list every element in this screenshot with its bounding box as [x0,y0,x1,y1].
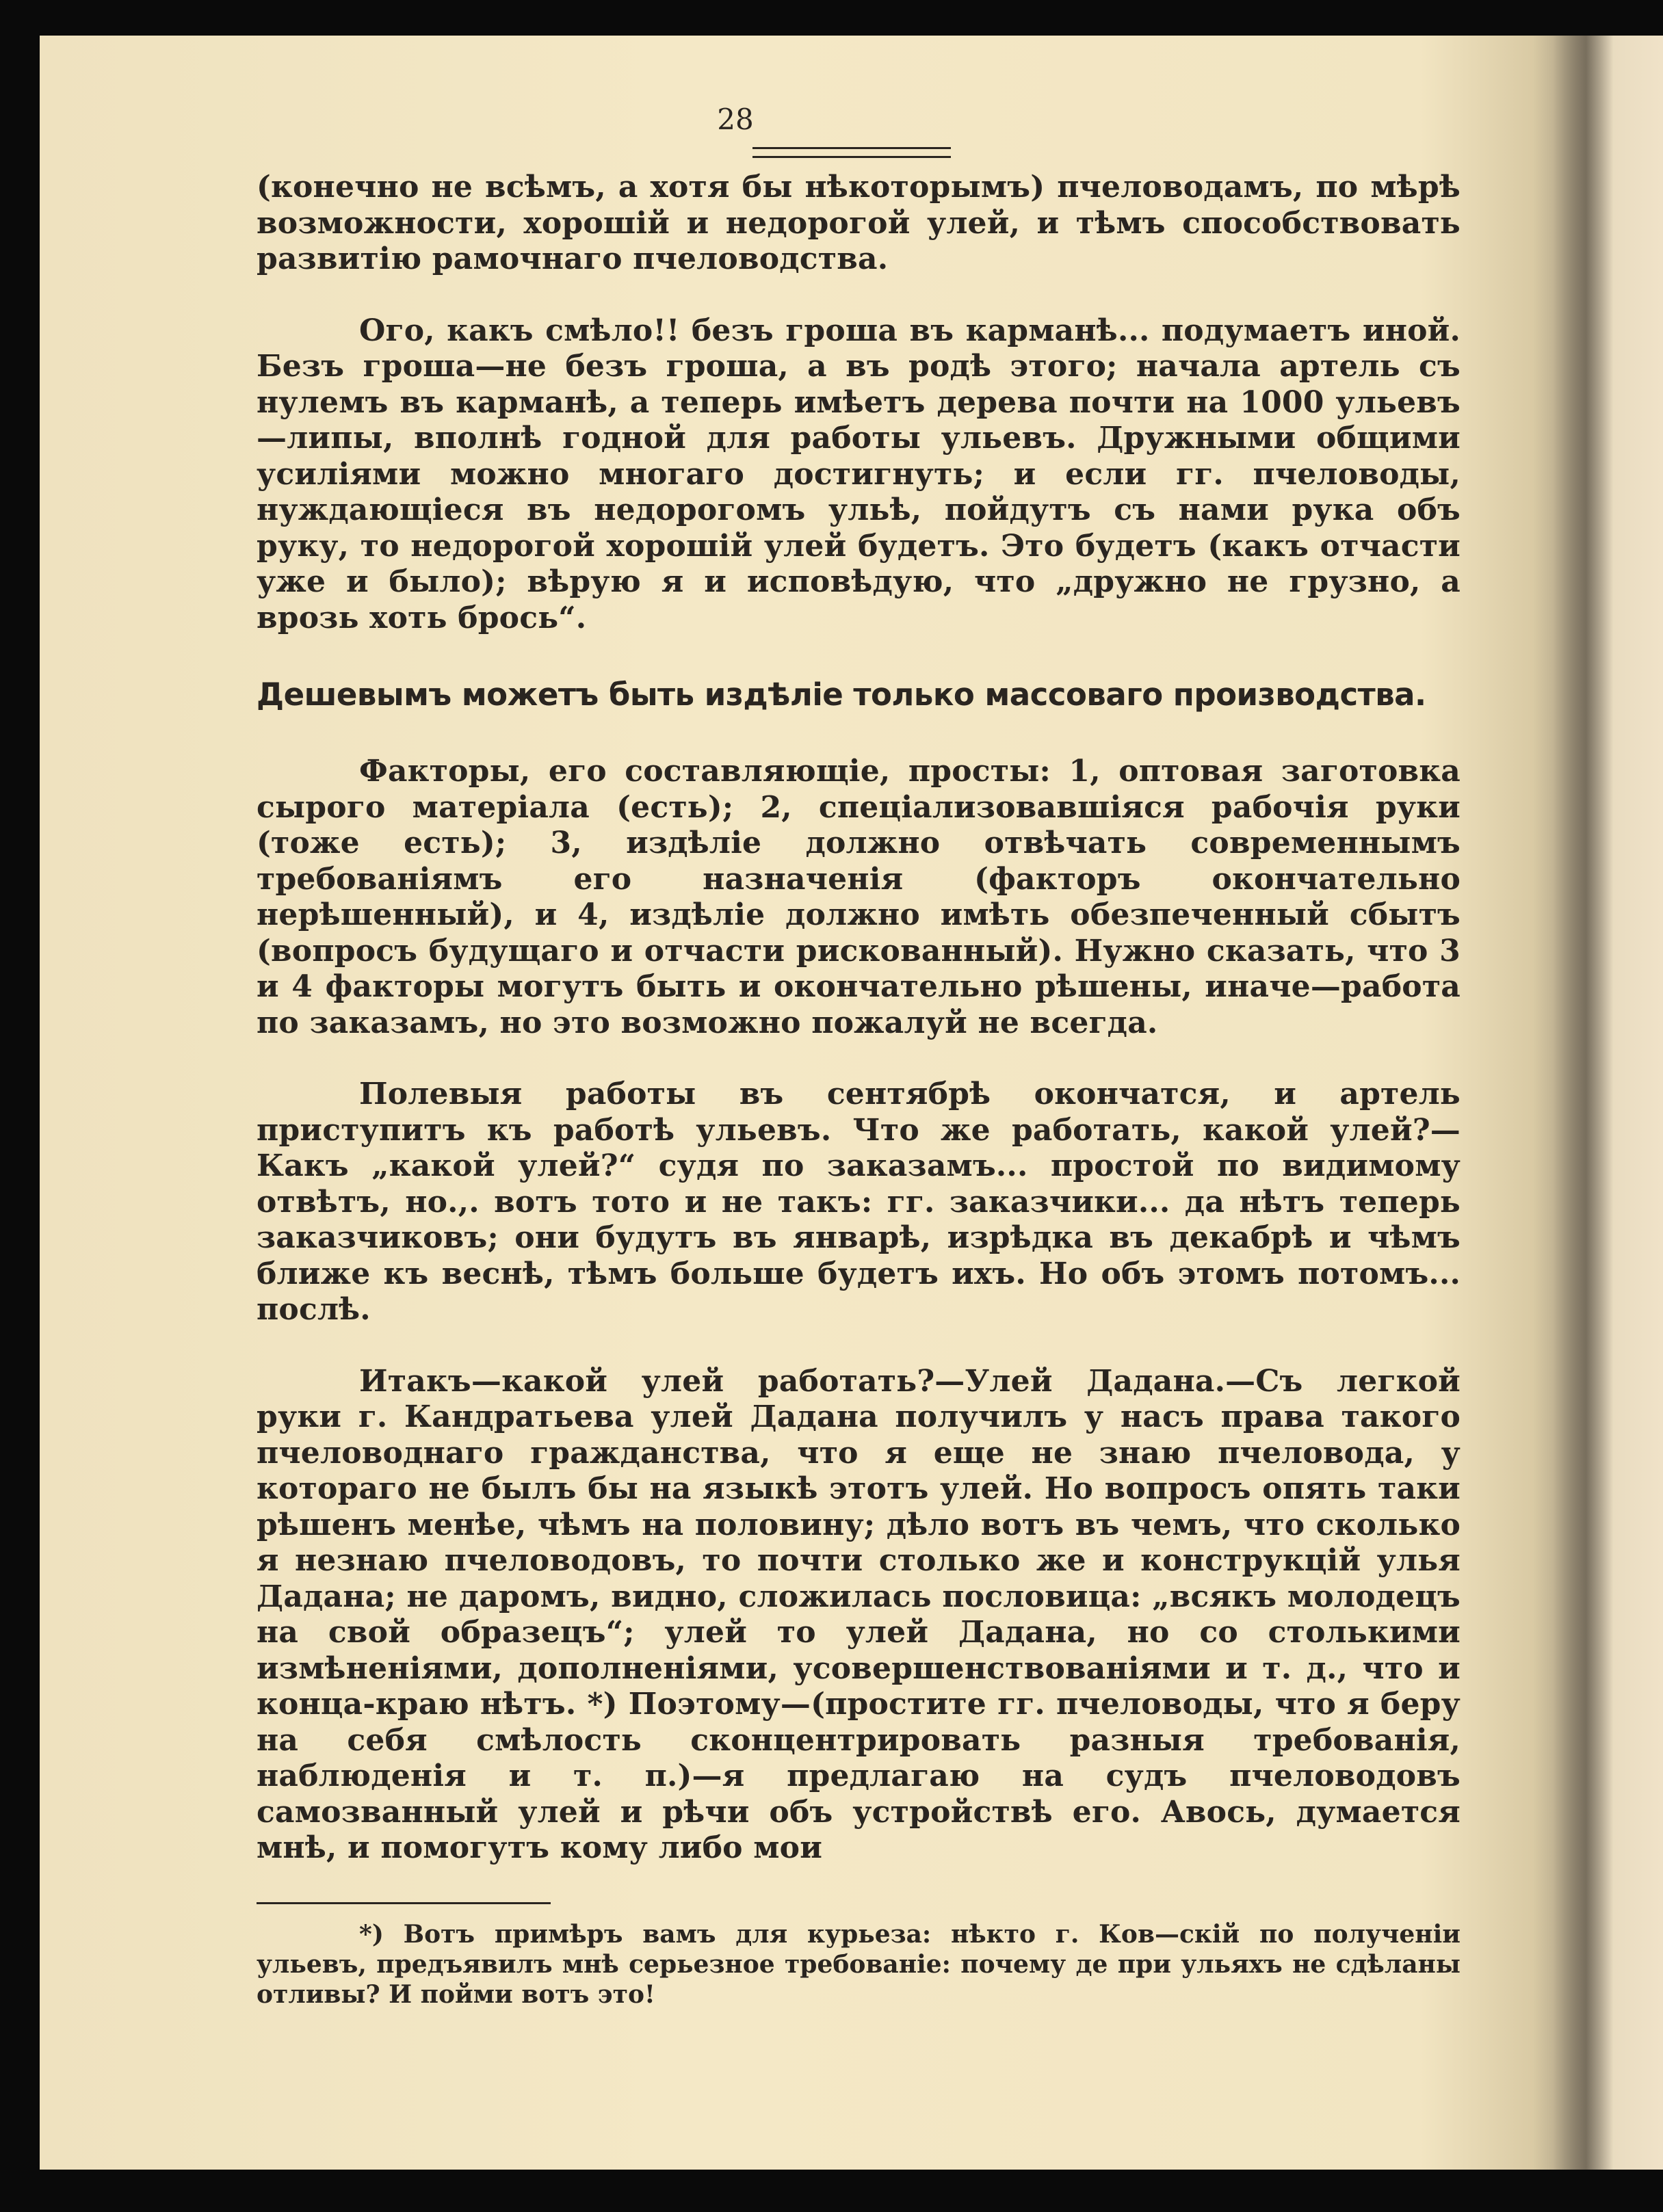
paragraph-5: Итакъ—какой улей работать?—Улей Дадана.—Съ легкой руки г. Кандратьева улей Дадана получилъ у насъ права такого пчеловоднаго гражданства, что я еще не знаю пчеловода, у котораго не былъ бы на языкѣ этотъ улей. Но вопросъ опять таки рѣшенъ менѣе, чѣмъ на половину; дѣло вотъ въ чемъ, что сколько я незнаю пчеловодовъ, то почти столько же и конструкцій улья Дадана; не даромъ, видно, сложилась пословица: „всякъ молодецъ на свой образецъ“; улей то улей Дадана, но со столькими измѣненіями, дополненіями, усовершенствованіями и т. д., что и конца-краю нѣтъ. *) Поэтому—(простите гг. пчеловоды, что я беру на себя смѣлость сконцентрировать разныя требованія, наблюденія и т. п.)—я предлагаю на судъ пчеловодовъ самозванный улей и рѣчи объ устройствѣ его. Авось, думается мнѣ, и помогутъ кому либо мои [257,1363,1461,1865]
paragraph-2: Ого, какъ смѣло!! безъ гроша въ карманѣ... подумаетъ иной. Безъ гроша—не безъ гроша, а въ родѣ этого; начала артель съ нулемъ въ карманѣ, а теперь имѣетъ дерева почти на 1000 ульевъ—липы, вполнѣ годной для работы ульевъ. Дружными общими усиліями можно многаго достигнуть; и если гг. пчеловоды, нуждающіеся въ недорогомъ ульѣ, пойдутъ съ нами рука объ руку, то недорогой хорошій улей будетъ. Это будетъ (какъ отчасти уже и было); вѣрую я и исповѣдую, что „дружно не грузно, а врозь хоть брось“. [257,313,1461,635]
page-content [257,103,1461,2010]
section-heading: Дешевымъ можетъ быть издѣліе только массоваго производства. [257,676,1426,713]
footnote: *) Вотъ примѣръ вамъ для курьеза: нѣкто г. Ков—скій по полученіи ульевъ, предъявилъ мнѣ серьезное требованіе: почему де при ульяхъ не сдѣланы отливы? И пойми вотъ это! [257,1919,1461,2009]
paragraph-4: Полевыя работы въ сентябрѣ окончатся, и артель приступитъ къ работѣ ульевъ. Что же работать, какой улей?—Какъ „какой улей?“ судя по заказамъ... простой по видимому отвѣтъ, но.,. вотъ тото и не такъ: гг. заказчики... да нѣтъ теперь заказчиковъ; они будутъ въ январѣ, изрѣдка въ декабрѣ и чѣмъ ближе къ веснѣ, тѣмъ больше будетъ ихъ. Но объ этомъ потомъ... послѣ. [257,1077,1461,1327]
page-number: 28 [717,103,754,136]
paragraph-3: Факторы, его составляющіе, просты: 1, оптовая заготовка сырого матеріала (есть); 2, спеціализовавшіяся рабочія руки (тоже есть); 3, издѣліе должно отвѣчать современнымъ требованіямъ его назначенія (факторъ окончательно нерѣшенный), и 4, издѣліе должно имѣть обезпеченный сбытъ (вопросъ будущаго и отчасти рискованный). Нужно сказать, что 3 и 4 факторы могутъ быть и окончательно рѣшены, иначе—работа по заказамъ, но это возможно пожалуй не всегда. [257,754,1461,1040]
paragraph-1: (конечно не всѣмъ, а хотя бы нѣкоторымъ) пчеловодамъ, по мѣрѣ возможности, хорошій и недорогой улей, и тѣмъ способствовать развитію рамочнаго пчеловодства. [257,170,1461,276]
book-gutter-shadow [1553,36,1663,2170]
footnote-rule [257,1902,551,1904]
